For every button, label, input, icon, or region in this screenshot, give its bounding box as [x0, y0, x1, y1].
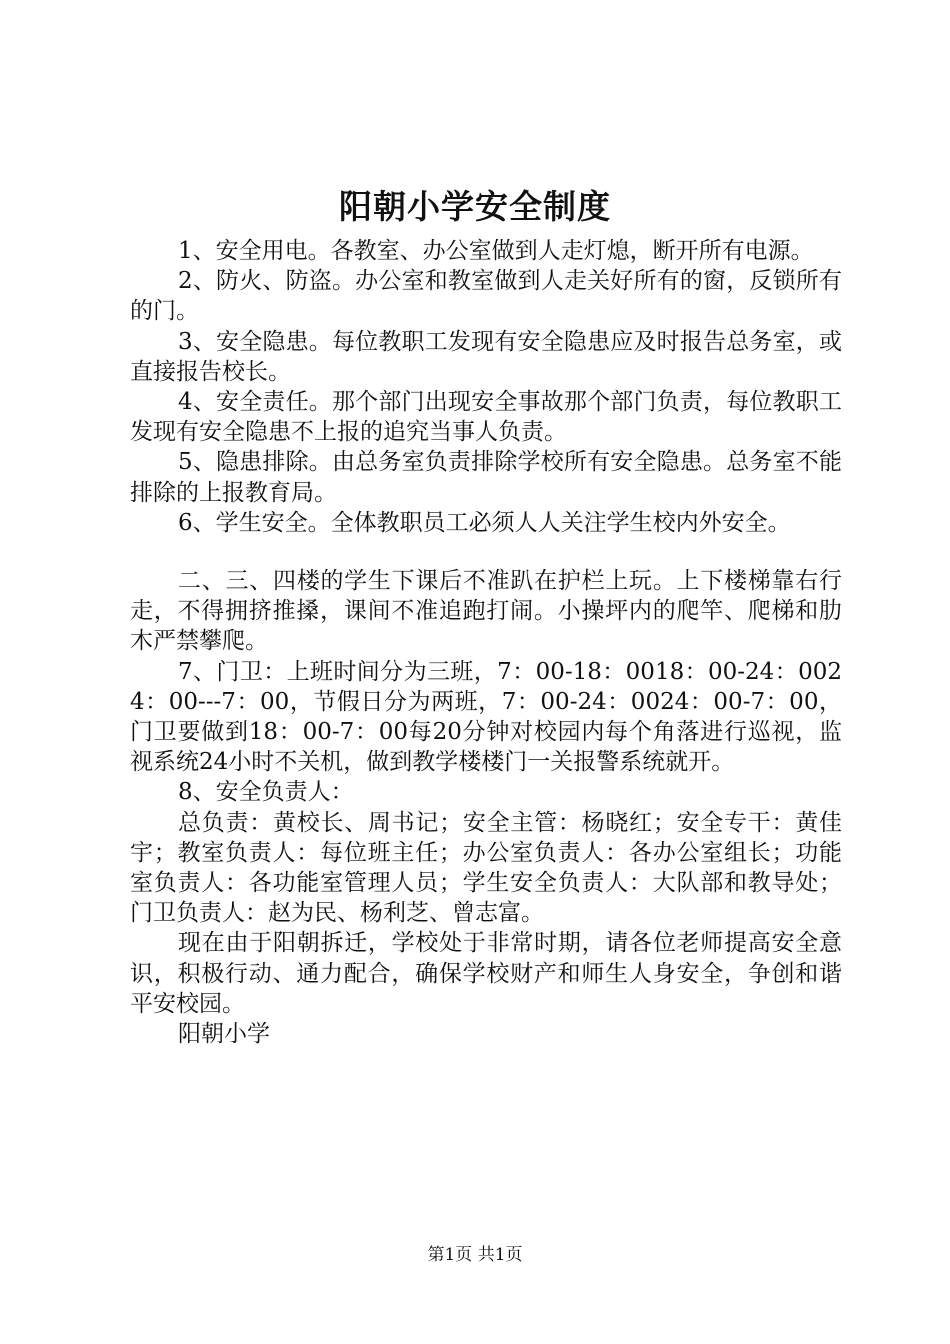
document-title: 阳朝小学安全制度 — [339, 187, 611, 226]
rule-stairs-playground: 二、三、四楼的学生下课后不准趴在护栏上玩。上下楼梯靠右行走，不得拥挤推搡，课间不准追跑打闹。小操坪内的爬竿、爬梯和肋木严禁攀爬。 — [130, 568, 842, 655]
rule-guard-shifts: 7、门卫：上班时间分为三班，7：00-18：0018：00-24：0024：00---7：00，节假日分为两班，7：00-24：0024：00-7：00，门卫要做到18：00-7：00每20分钟对校园内每个角落进行巡视，监视系统24小时不关机，做到教学楼楼门一关报警系统就开。 — [130, 658, 842, 776]
rule-fire-theft: 2、防火、防盗。办公室和教室做到人走关好所有的窗，反锁所有的门。 — [130, 268, 842, 325]
document-body — [130, 236, 842, 1049]
rule-electricity: 1、安全用电。各教室、办公室做到人走灯熄，断开所有电源。 — [178, 238, 814, 264]
rule-student-safety: 6、学生安全。全体教职员工必须人人关注学生校内外安全。 — [178, 509, 791, 536]
rule-hazards: 3、安全隐患。每位教职工发现有安全隐患应及时报告总务室，或直接报告校长。 — [130, 328, 842, 385]
page-footer: 第1页 共1页 — [427, 1245, 523, 1265]
closing-notice: 现在由于阳朝拆迁，学校处于非常时期，请各位老师提高安全意识，积极行动、通力配合，确保学校财产和师生人身安全，争创和谐平安校园。 — [130, 930, 842, 1017]
rule-responsible-persons-heading: 8、安全负责人： — [178, 779, 354, 806]
signature-school-name: 阳朝小学 — [178, 1021, 270, 1048]
rule-responsibility: 4、安全责任。那个部门出现安全事故那个部门负责，每位教职工发现有安全隐患不上报的追究当事人负责。 — [130, 389, 842, 446]
rule-hazard-removal: 5、隐患排除。由总务室负责排除学校所有安全隐患。总务室不能排除的上报教育局。 — [130, 449, 842, 506]
responsible-persons-list: 总负责：黄校长、周书记；安全主管：杨晓红；安全专干：黄佳宇；教室负责人：每位班主任；办公室负责人：各办公室组长；功能室负责人：各功能室管理人员；学生安全负责人：大队部和教导处；门卫负责人：赵为民、杨利芝、曾志富。 — [130, 809, 842, 927]
paragraph-gap — [130, 538, 842, 566]
